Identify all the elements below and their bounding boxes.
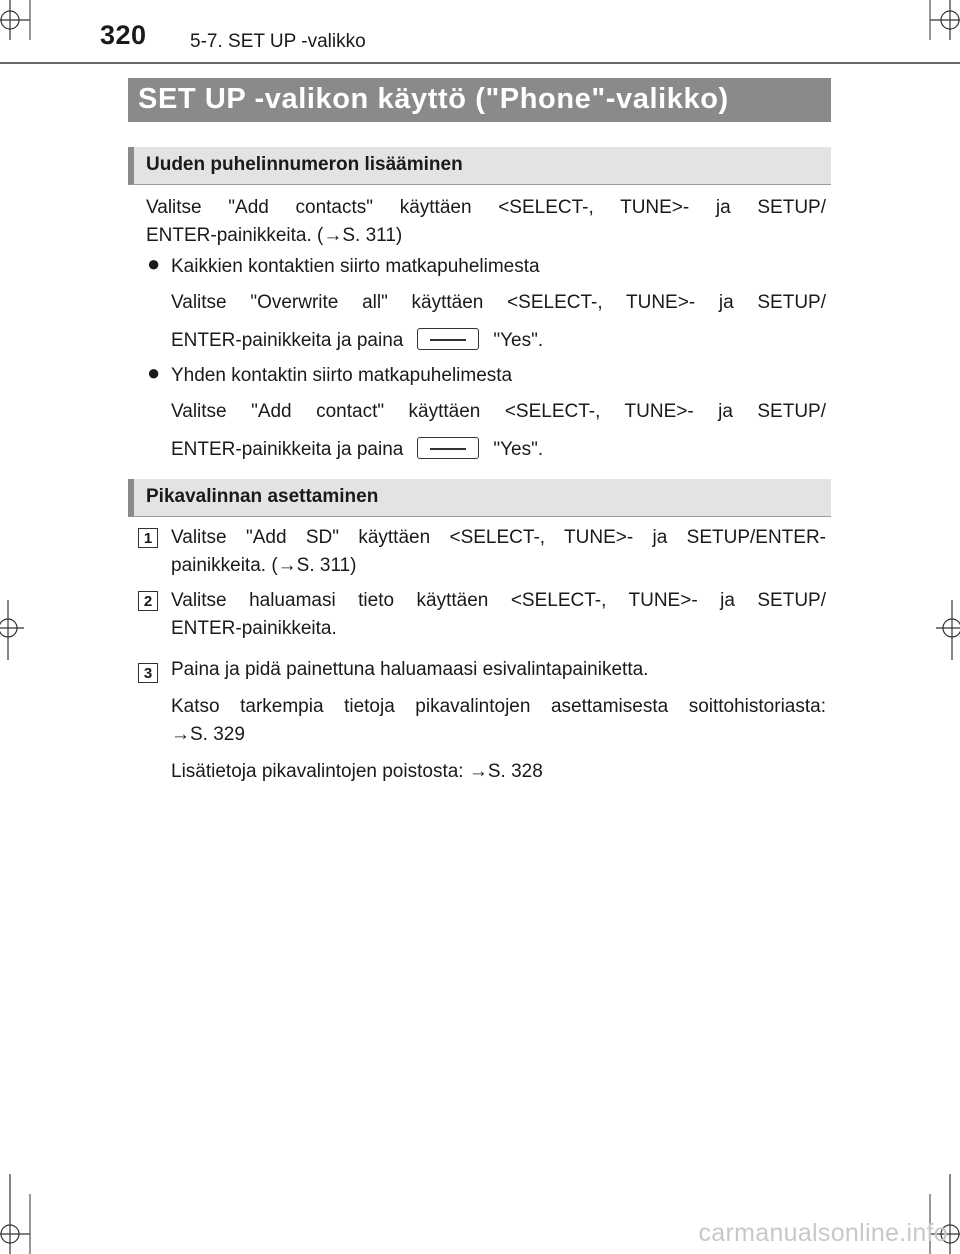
step-number-3: 3 [138,663,158,683]
crop-mark-top-right-icon [920,0,960,40]
bullet-text-line1: Valitse "Add contact" käyttäen <SELECT-, TUNE>- ja SETUP/ [171,401,826,422]
crop-mark-mid-right-icon [930,600,960,660]
bullet-text-pre: ENTER-painikkeita ja paina [171,439,404,460]
bullet-title: Kaikkien kontaktien siirto matkapuhelimesta [171,256,540,277]
section-heading-bar-1 [128,147,831,185]
header-divider [0,62,960,64]
section1-intro-line1: Valitse "Add contacts" käyttäen <SELECT-, TUNE>- ja SETUP/ [146,197,826,218]
step-text-line2: ENTER-painikkeita. [171,618,337,639]
step-note-2: Lisätietoja pikavalintojen poistosta: →S. 328 [171,761,543,782]
bullet-text-line1: Valitse "Overwrite all" käyttäen <SELECT-, TUNE>- ja SETUP/ [171,292,826,313]
step-note-line1: Katso tarkempia tietoja pikavalintojen asettamisesta soittohistoriasta: [171,696,826,717]
crop-mark-bottom-left-icon [0,1174,40,1254]
section-heading: Uuden puhelinnumeron lisääminen [146,154,463,175]
step-number-2: 2 [138,591,158,611]
page-number: 320 [100,20,147,50]
section1-intro-line2: ENTER-painikkeita. (→S. 311) [146,225,403,246]
bullet-text-line2 [171,327,826,355]
steering-switch-button-icon [417,328,479,350]
bullet-icon: ● [147,360,161,385]
crop-mark-mid-left-icon [0,600,30,660]
page-title: SET UP -valikon käyttö ("Phone"-valikko) [138,83,729,115]
bullet-text-post: "Yes". [493,330,544,351]
section-heading: Pikavalinnan asettaminen [146,486,379,507]
watermark: carmanualsonline.info [698,1219,948,1247]
step-note-line2: →S. 329 [171,724,245,745]
section-reference: 5-7. SET UP -valikko [190,31,366,52]
step-text-line2: painikkeita. (→S. 311) [171,555,357,576]
step-number-1: 1 [138,528,158,548]
section-heading-bar-2 [128,479,831,517]
steering-switch-button-icon [417,437,479,459]
step-text-line1: Valitse "Add SD" käyttäen <SELECT-, TUNE>- ja SETUP/ENTER- [171,527,826,548]
bullet-text-line2 [171,436,826,464]
crop-mark-top-left-icon [0,0,40,40]
bullet-text-post: "Yes". [493,439,544,460]
bullet-icon: ● [147,251,161,276]
bullet-title: Yhden kontaktin siirto matkapuhelimesta [171,365,513,386]
page-title-bar [128,78,831,122]
bullet-text-pre: ENTER-painikkeita ja paina [171,330,404,351]
step-text-line1: Valitse haluamasi tieto käyttäen <SELECT-, TUNE>- ja SETUP/ [171,590,826,611]
step-text-line1: Paina ja pidä painettuna haluamaasi esivalintapainiketta. [171,659,649,680]
